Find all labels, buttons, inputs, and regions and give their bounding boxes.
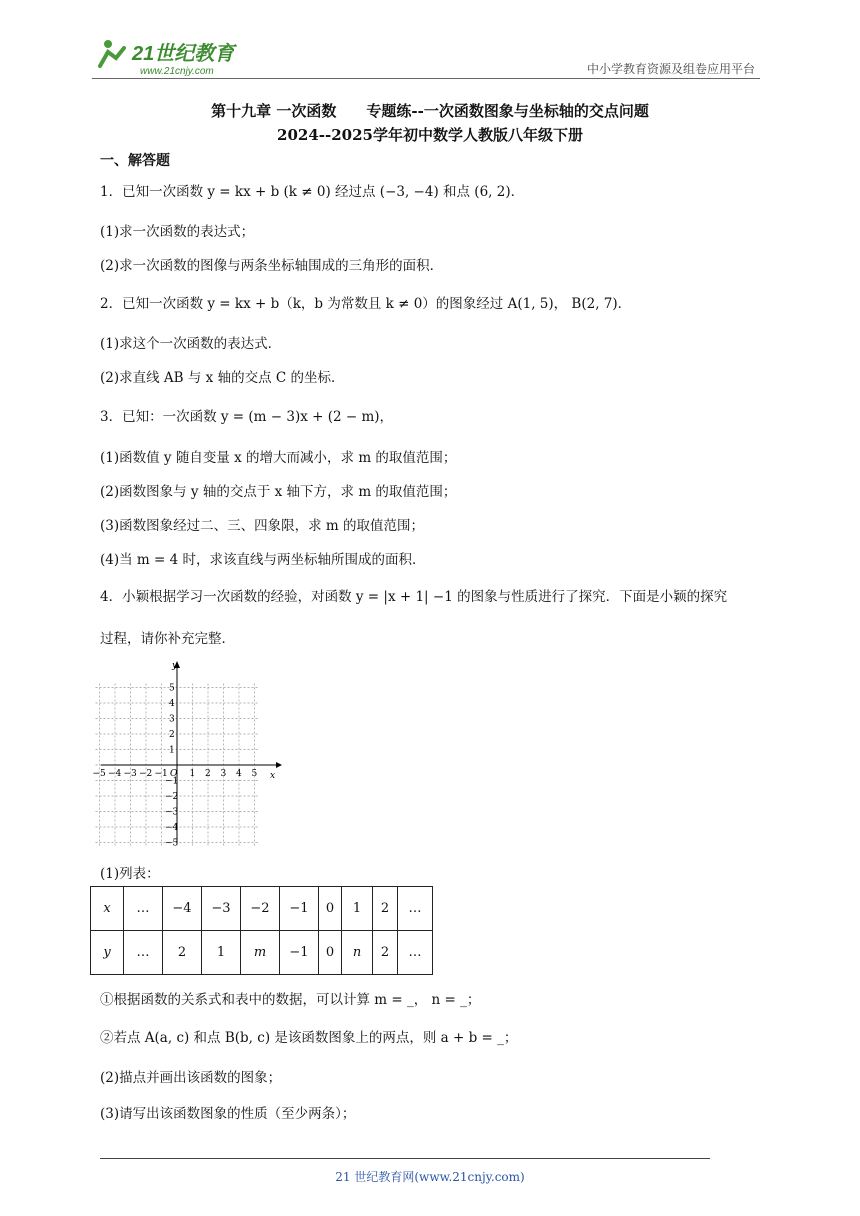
y-tick-label: −4 (165, 823, 179, 833)
title-line-2: 2024--2025学年初中数学人教版八年级下册 (277, 126, 583, 144)
x-cell: 0 (319, 887, 342, 931)
y-cell: 1 (202, 931, 241, 975)
y-cell: y (91, 931, 124, 975)
table-row-y (91, 931, 433, 975)
x-cell: −2 (241, 887, 280, 931)
x-tick-label: 5 (251, 769, 258, 779)
y-tick-label: −5 (165, 838, 179, 849)
y-tick-label: −3 (165, 807, 179, 818)
value-table (90, 886, 433, 975)
x-cell: −3 (202, 887, 241, 931)
y-axis-label: y (172, 661, 178, 671)
platform-name: 中小学教育资源及组卷应用平台 (586, 62, 755, 76)
logo-url: www.21cnjy.com (140, 66, 214, 77)
x-tick-label: 2 (205, 769, 211, 779)
coordinate-grid (92, 658, 286, 849)
x-tick-label: 3 (220, 769, 227, 779)
table-row-x (91, 887, 433, 931)
section-heading: 一、解答题 (100, 153, 170, 169)
y-tick-label: −1 (165, 776, 179, 787)
footer-text[interactable]: 21 世纪教育网(www.21cnjy.com) (335, 1170, 525, 1184)
q3-part-3: (3)函数图象经过二、三、四象限，求 m 的取值范围； (100, 518, 425, 534)
q1-stem: 1．已知一次函数 y = kx + b (k ≠ 0) 经过点 (−3, −4) 和点 (6, 2)． (100, 184, 525, 200)
title-line-1: 第十九章 一次函数 专题练--一次函数图象与坐标轴的交点问题 (211, 102, 649, 120)
site-logo (92, 36, 262, 78)
x-cell: −1 (280, 887, 319, 931)
q4-part-1: (1)列表： (100, 866, 160, 882)
q4-stem-line-2: 过程，请你补充完整． (100, 631, 235, 647)
q3-part-4: (4)当 m = 4 时，求该直线与两坐标轴所围成的面积． (100, 552, 426, 568)
y-cell: 2 (163, 931, 202, 975)
q3-part-1: (1)函数值 y 随自变量 x 的增大而减小，求 m 的取值范围； (100, 450, 457, 466)
y-cell: −1 (280, 931, 319, 975)
x-tick-label: −2 (139, 769, 153, 779)
header-divider (92, 78, 760, 79)
q1-part-1: (1)求一次函数的表达式； (100, 224, 255, 240)
y-tick-label: 5 (169, 683, 175, 694)
x-axis-arrow (276, 762, 282, 768)
q2-part-1: (1)求这个一次函数的表达式． (100, 336, 282, 352)
x-cell: … (124, 887, 163, 931)
q4-stem-line-1: 4．小颖根据学习一次函数的经验，对函数 y = |x + 1| −1 的图象与性质进行了探究．下面是小颖的探究 (100, 589, 728, 605)
y-cell: 2 (373, 931, 398, 975)
y-tick-label: 4 (169, 699, 175, 709)
x-cell: 2 (373, 887, 398, 931)
q4-part-3: (3)请写出该函数图象的性质（至少两条）； (100, 1106, 356, 1122)
x-cell: −4 (163, 887, 202, 931)
x-cell: 1 (342, 887, 373, 931)
x-tick-label: −1 (154, 769, 168, 779)
y-cell: … (124, 931, 163, 975)
q2-stem: 2．已知一次函数 y = kx + b（k，b 为常数且 k ≠ 0）的图象经过 A(1, 5)， B(2, 7)． (100, 296, 632, 312)
logo-text: 21世纪教育 (132, 43, 235, 65)
q4-sub-1: ①根据函数的关系式和表中的数据，可以计算 m = _， n = _； (100, 992, 481, 1008)
x-tick-label: −4 (108, 769, 122, 779)
q4-part-2: (2)描点并画出该函数的图象； (100, 1070, 282, 1086)
origin-label: O (170, 769, 178, 779)
q2-part-2: (2)求直线 AB 与 x 轴的交点 C 的坐标． (100, 370, 345, 386)
y-tick-label: 3 (169, 714, 175, 725)
y-cell: n (342, 931, 373, 975)
x-tick-label: −3 (123, 769, 137, 779)
x-axis-label: x (270, 771, 276, 781)
y-cell: … (398, 931, 433, 975)
q3-part-2: (2)函数图象与 y 轴的交点于 x 轴下方，求 m 的取值范围； (100, 484, 457, 500)
y-cell: m (241, 931, 280, 975)
y-tick-label: −2 (165, 792, 179, 802)
x-cell: … (398, 887, 433, 931)
x-tick-label: 1 (189, 769, 196, 779)
y-tick-label: 2 (169, 730, 175, 740)
q3-stem: 3．已知：一次函数 y = (m − 3)x + (2 − m)， (100, 409, 394, 425)
x-tick-label: 4 (236, 769, 242, 779)
x-tick-label: −5 (92, 769, 106, 779)
y-tick-label: 1 (169, 745, 175, 756)
q4-sub-2: ②若点 A(a, c) 和点 B(b, c) 是该函数图象上的两点，则 a + b = _； (100, 1030, 518, 1046)
tick-labels (93, 684, 258, 849)
footer-divider (100, 1158, 710, 1159)
q1-part-2: (2)求一次函数的图像与两条坐标轴围成的三角形的面积． (100, 258, 444, 274)
y-cell: 0 (319, 931, 342, 975)
x-cell: x (91, 887, 124, 931)
